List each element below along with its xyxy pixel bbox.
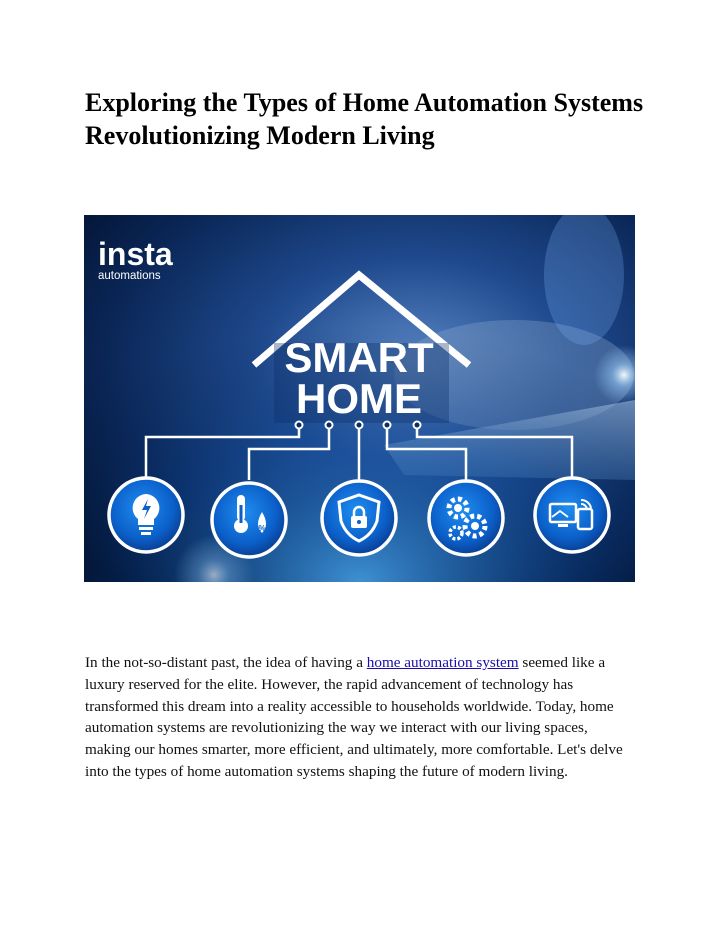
hero-headline-smart: SMART [284, 334, 434, 381]
brand-word: insta [98, 236, 173, 272]
svg-text:%: % [258, 524, 266, 533]
brand-sub: automations [98, 270, 161, 282]
shield-lock-icon [322, 481, 396, 555]
hero-image [84, 215, 635, 582]
paragraph-text-before-link: In the not-so-distant past, the idea of having a [85, 654, 367, 671]
lightbulb-icon [109, 478, 183, 552]
hero-headline-home: HOME [296, 375, 422, 422]
thermometer-icon [212, 483, 286, 557]
intro-paragraph [85, 652, 635, 783]
devices-icon [535, 478, 609, 552]
page-title: Exploring the Types of Home Automation Systems Revolutionizing Modern Living [85, 88, 644, 150]
gears-icon [429, 481, 503, 555]
paragraph-text-after-link: seemed like a luxury reserved for the elite. However, the rapid advancement of technology has transformed this dream into a reality accessible to households worldwide. Today, home automation systems are revolutionizing the way we interact with our living spaces, making our homes smarter, more efficient, and ultimately, more comfortable. Let's delve into the types of home automation systems shaping the future of modern living. [85, 654, 623, 780]
home-automation-system-link[interactable]: home automation system [366, 654, 519, 671]
